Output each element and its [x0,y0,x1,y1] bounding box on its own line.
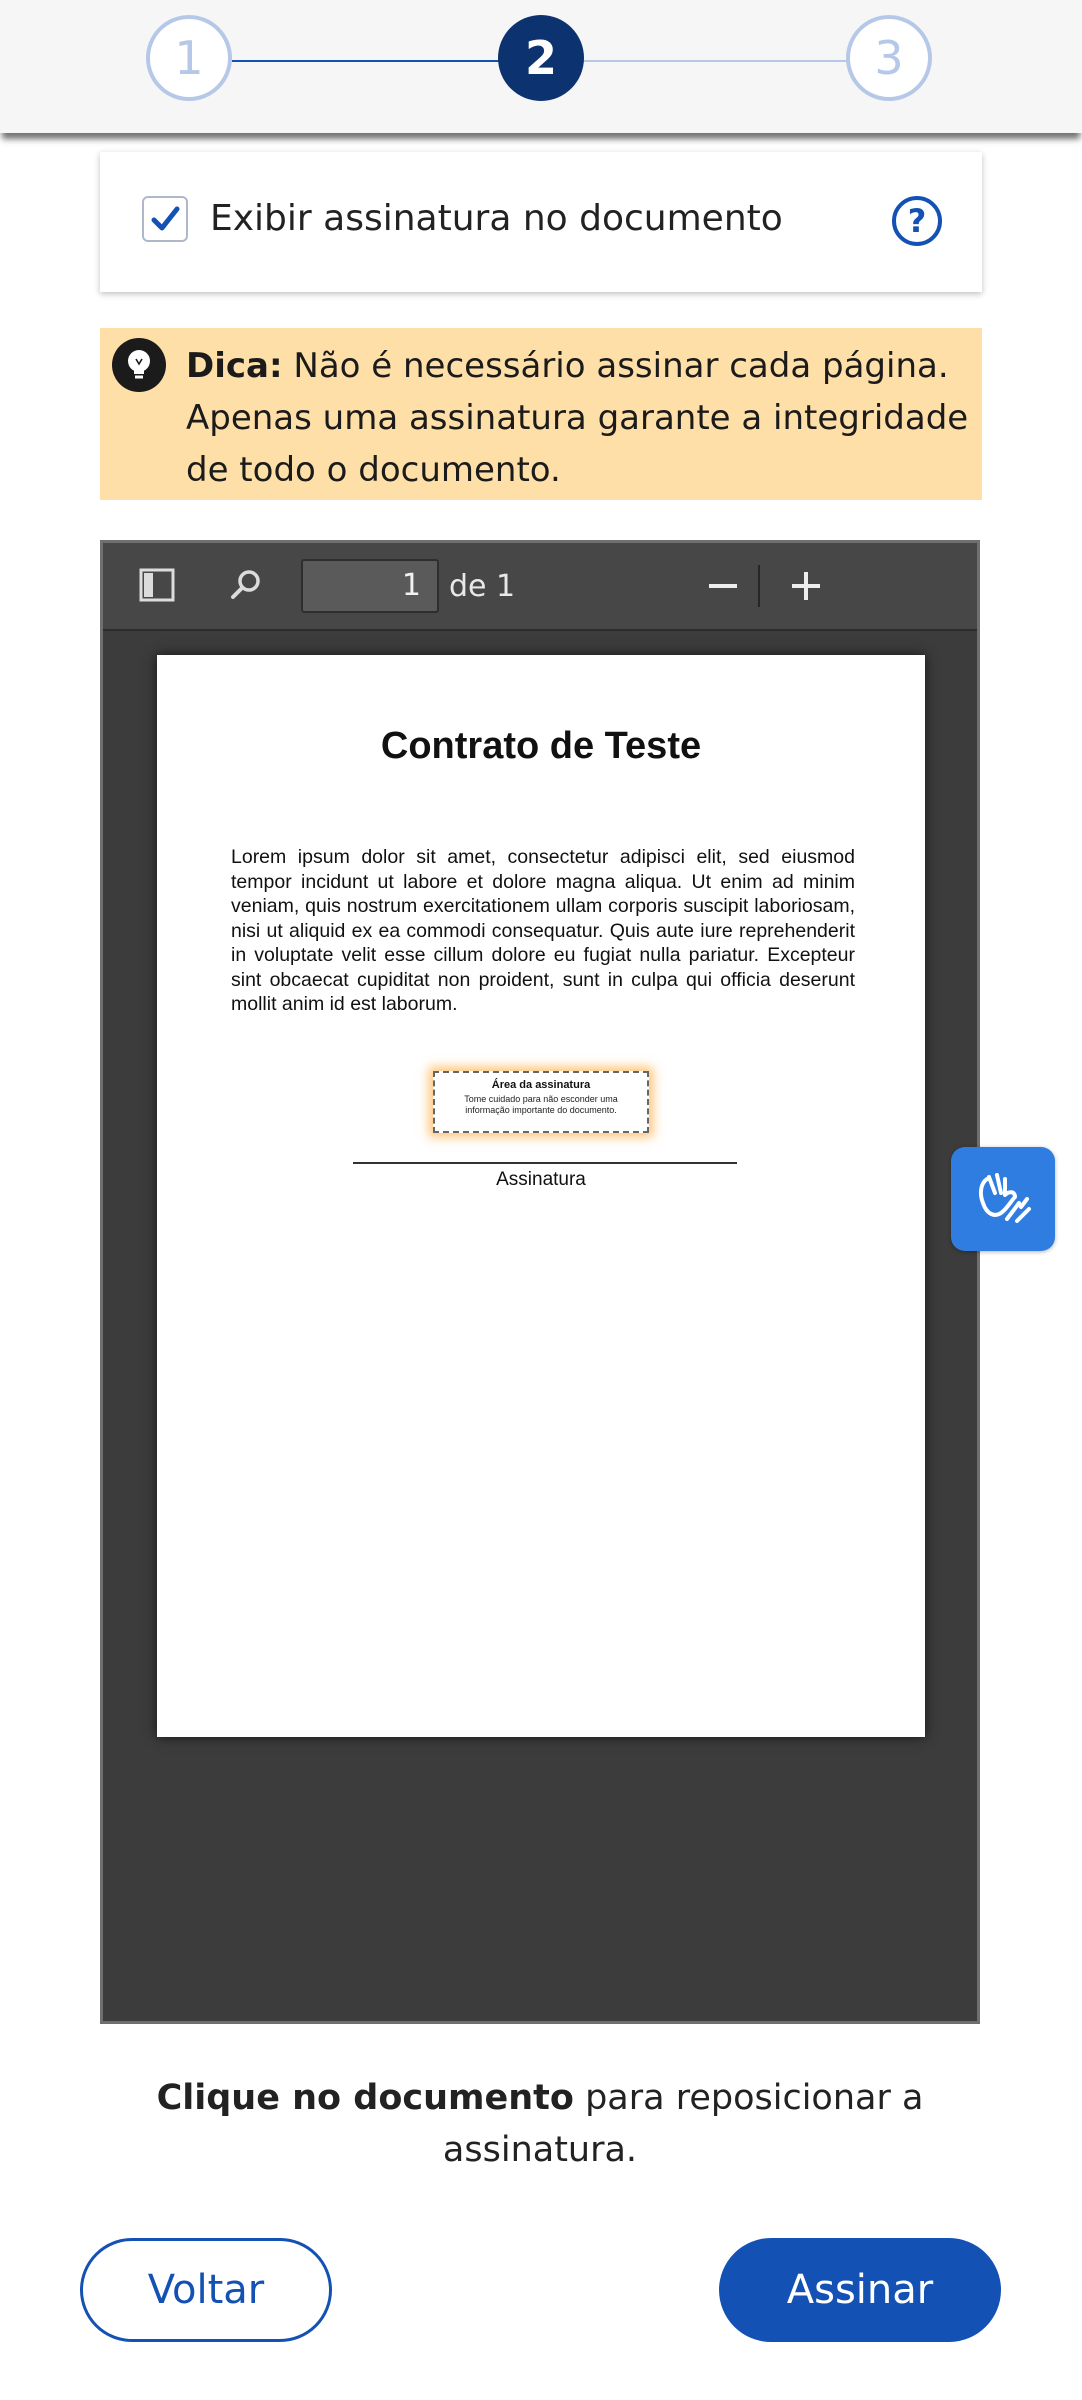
reposition-instruction [140,2072,940,2176]
show-signature-checkbox[interactable] [142,196,188,242]
document-body: Lorem ipsum dolor sit amet, consectetur adipisci elit, sed eiusmod tempor incidunt ut labore et dolore magna aliqua. Ut enim ad minim veniam, quis nostrum exercitationem ullam corporis suscipit laboriosam, nisi ut aliquid ex ea commodi consequatur. Quis aute iure reprehenderit in voluptate velit esse cillum dolore eu fugiat nulla pariatur. Excepteur sint obcaecat cupiditat non proident, sunt in culpa qui officia deserunt mollit anim id est laborum. [231,846,855,1015]
step-2-current: 2 [498,15,584,101]
document-page[interactable] [157,655,925,1737]
tip-box [100,328,982,500]
signature-caption: Assinatura [496,1169,586,1190]
back-button[interactable]: Voltar [80,2238,332,2342]
plus-icon[interactable] [783,559,829,613]
tip-label: Dica: [186,346,283,386]
step-connector-2-3 [582,60,850,62]
signature-area-title: Área da assinatura [491,1079,591,1091]
show-signature-label[interactable]: Exibir assinatura no documento [210,198,783,239]
signature-option-card [100,152,982,292]
instruction-text: para reposicionar a assinatura. [442,2078,924,2170]
step-connector-1-2 [232,60,502,62]
signature-line [353,1162,737,1164]
document-title: Contrato de Teste [380,725,702,767]
minus-icon[interactable] [703,559,743,613]
page-total: de 1 [449,569,516,604]
question-circle-icon[interactable]: ? [892,196,942,246]
signature-area[interactable] [433,1071,649,1133]
pdf-toolbar [103,543,977,631]
pdf-viewer[interactable] [100,540,980,2024]
checkmark-icon [144,198,186,240]
lightbulb-icon [112,338,166,392]
stepper [0,0,1082,133]
sign-button[interactable]: Assinar [719,2238,1001,2342]
instruction-bold: Clique no documento [156,2078,574,2118]
step-3: 3 [846,15,932,101]
sidebar-toggle-icon[interactable] [137,565,177,605]
sign-language-hands-icon[interactable] [951,1147,1055,1251]
tip-message: Não é necessário assinar cada página. Apenas uma assinatura garante a integridade de todo o documento. [186,346,969,490]
step-1: 1 [146,15,232,101]
toolbar-divider [758,565,760,607]
search-icon[interactable] [227,565,267,605]
signature-area-warning: Tome cuidado para não esconder uma informação importante do documento. [464,1094,618,1115]
tip-text [186,340,976,496]
page-number-input[interactable]: 1 [301,559,439,613]
